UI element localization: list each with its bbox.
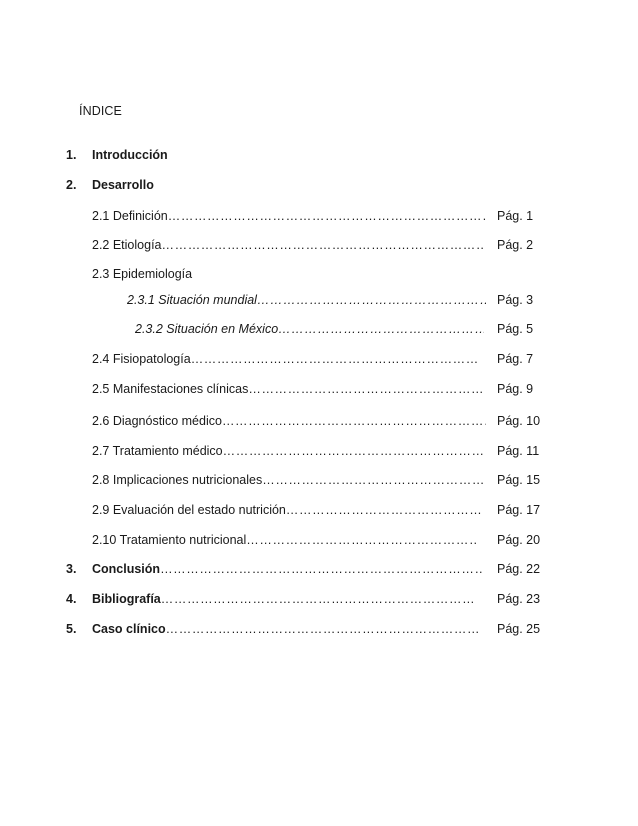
- toc-section-caso-clinico: [0, 620, 638, 638]
- toc-section-conclusion: [0, 560, 638, 578]
- dot-leader: [161, 590, 474, 608]
- entry-page: Pág. 3: [497, 293, 534, 307]
- dot-leader: [278, 320, 484, 338]
- entry-page: Pág. 9: [497, 382, 534, 396]
- entry-label: 2.9 Evaluación del estado nutrición: [92, 503, 286, 517]
- toc-section-bibliografia: [0, 590, 638, 608]
- entry-label: 2.2 Etiología: [92, 238, 162, 252]
- section-number: 1.: [66, 148, 77, 162]
- entry-page: Pág. 2: [497, 238, 534, 252]
- entry-label: 2.8 Implicaciones nutricionales: [92, 473, 263, 487]
- entry-page: Pág. 11: [497, 444, 540, 458]
- toc-entry: [0, 412, 638, 430]
- section-number: 5.: [66, 622, 77, 636]
- toc-entry: [0, 380, 638, 398]
- toc-entry: [0, 531, 638, 549]
- dot-leader: [246, 531, 476, 549]
- dot-leader: [286, 501, 484, 519]
- entry-page: Pág. 1: [497, 209, 534, 223]
- dot-leader: [162, 236, 485, 254]
- dot-leader: [262, 471, 484, 489]
- entry-page: Pág. 5: [497, 322, 534, 336]
- entry-page: Pág. 15: [497, 473, 541, 487]
- dot-leader: [160, 560, 484, 578]
- entry-page: Pág. 23: [497, 592, 541, 606]
- dot-leader: [248, 380, 484, 398]
- section-label: Desarrollo: [92, 178, 154, 192]
- dot-leader: [166, 620, 478, 638]
- entry-page: Pág. 22: [497, 562, 541, 576]
- entry-label: 2.3 Epidemiología: [92, 267, 193, 281]
- toc-entry: [0, 291, 638, 309]
- dot-leader: [191, 350, 478, 368]
- entry-label: 2.10 Tratamiento nutricional: [92, 533, 247, 547]
- entry-label: 2.7 Tratamiento médico: [92, 444, 223, 458]
- section-label: Caso clínico: [92, 622, 166, 636]
- dot-leader: [168, 207, 486, 225]
- toc-entry: [0, 350, 638, 368]
- entry-page: Pág. 20: [497, 533, 541, 547]
- toc-section-desarrollo: [0, 176, 638, 194]
- toc-entry: [0, 320, 638, 338]
- section-label: Introducción: [92, 148, 168, 162]
- entry-page: Pág. 7: [497, 352, 534, 366]
- toc-entry: [0, 501, 638, 519]
- toc-entry: [0, 207, 638, 225]
- section-number: 4.: [66, 592, 77, 606]
- section-label: Conclusión: [92, 562, 161, 576]
- entry-page: Pág. 25: [497, 622, 541, 636]
- toc-entry: [0, 442, 638, 460]
- entry-label: 2.5 Manifestaciones clínicas: [92, 382, 249, 396]
- section-label: Bibliografía: [92, 592, 161, 606]
- dot-leader: [257, 291, 486, 309]
- entry-page: Pág. 10: [497, 414, 541, 428]
- entry-label: 2.6 Diagnóstico médico: [92, 414, 222, 428]
- toc-entry: [0, 471, 638, 489]
- dot-leader: [223, 442, 484, 460]
- section-number: 3.: [66, 562, 77, 576]
- entry-label: 2.4 Fisiopatología: [92, 352, 191, 366]
- toc-entry: [0, 265, 638, 283]
- section-number: 2.: [66, 178, 77, 192]
- entry-label: 2.3.1 Situación mundial: [127, 293, 257, 307]
- toc-section-introduccion: [0, 146, 638, 164]
- index-title: ÍNDICE: [79, 104, 122, 118]
- entry-page: Pág. 17: [497, 503, 541, 517]
- entry-label: 2.1 Definición: [92, 209, 168, 223]
- dot-leader: [222, 412, 486, 430]
- entry-label: 2.3.2 Situación en México: [135, 322, 279, 336]
- toc-entry: [0, 236, 638, 254]
